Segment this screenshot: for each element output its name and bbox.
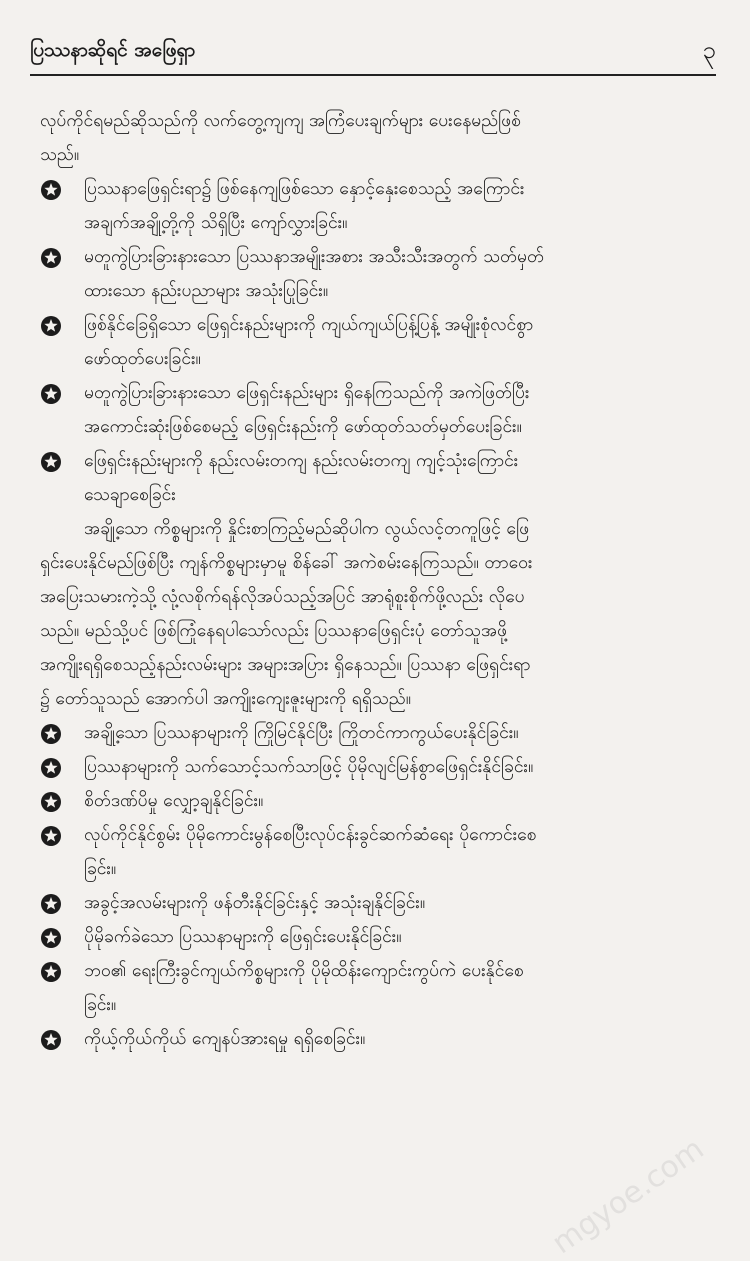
running-title: ပြဿနာဆိုရင် အဖြေရှာ [30, 39, 196, 61]
list-item [40, 886, 706, 920]
page-body [40, 104, 706, 1056]
list-item [40, 1022, 706, 1056]
list-item-text: အချက်အချို့တို့ကို သိရှိပြီး ကျော်လွှားခြင်း။ [84, 213, 348, 233]
star-in-circle-icon [40, 723, 62, 745]
list-item-text: စိတ်ဒဏ်ပိမှု လျှော့ချနိုင်ခြင်း။ [84, 791, 264, 811]
list-item [40, 240, 706, 308]
paragraph-line: သည်။ [40, 145, 80, 165]
list-item-text: ပိုမိုခက်ခဲသော ပြဿနာများကို ဖြေရှင်းပေးနိုင်ခြင်း။ [84, 927, 402, 947]
list-item [40, 376, 706, 444]
star-in-circle-icon [40, 757, 62, 779]
star-in-circle-icon [40, 451, 62, 473]
list-item [40, 784, 706, 818]
star-in-circle-icon [40, 1029, 62, 1051]
star-in-circle-icon [40, 961, 62, 983]
star-in-circle-icon [40, 315, 62, 337]
page-number: ၃ [702, 36, 716, 64]
list-item-text: ဖြေရှင်းနည်းများကို နည်းလမ်းတကျ နည်းလမ်းတကျ ကျင့်သုံးကြောင်း [84, 451, 519, 471]
list-item-text: ခြင်း။ [84, 859, 117, 879]
paragraph-line: အပြေးသမားကဲ့သို့ လုံ့လစိုက်ရန်လိုအပ်သည့်အပြင် အာရုံစူးစိုက်ဖို့လည်း လိုပေ [40, 587, 525, 607]
list-item-text: ပြဿနာများကို သက်သောင့်သက်သာဖြင့် ပိုမိုလျင်မြန်စွာဖြေရှင်းနိုင်ခြင်း။ [84, 757, 534, 777]
list-item-text: အကောင်းဆုံးဖြစ်စေမည့် ဖြေရှင်းနည်းကို ဖော်ထုတ်သတ်မှတ်ပေးခြင်း။ [84, 417, 522, 437]
list-item [40, 920, 706, 954]
list-item [40, 954, 706, 1022]
star-in-circle-icon [40, 383, 62, 405]
star-in-circle-icon [40, 247, 62, 269]
page-header [30, 34, 716, 76]
list-item-text: သေချာစေခြင်း [84, 485, 176, 505]
paragraph-line: ၌ တော်သူသည် အောက်ပါ အကျိုးကျေးဇူးများကို ရရှိသည်။ [40, 689, 412, 709]
list-item [40, 172, 706, 240]
star-in-circle-icon [40, 893, 62, 915]
star-in-circle-icon [40, 825, 62, 847]
list-item [40, 716, 706, 750]
paragraph-line: လုပ်ကိုင်ရမည်ဆိုသည်ကို လက်တွေ့ကျကျ အကြံပေးချက်များ ပေးနေမည်ဖြစ် [40, 111, 521, 131]
list-item-text: ခြင်း။ [84, 995, 117, 1015]
list-item-text: ဘဝ၏ ရေးကြီးခွင်ကျယ်ကိစ္စများကို ပိုမိုထိန်းကျောင်းကွပ်ကဲ ပေးနိုင်စေ [84, 961, 524, 981]
watermark: mgyoe.com [545, 1131, 710, 1261]
list-item-text: ဖော်ထုတ်ပေးခြင်း။ [84, 349, 201, 369]
list-item-text: မတူကွဲပြားခြားနားသော ပြဿနာအမျိုးအစား အသီးသီးအတွက် သတ်မှတ် [84, 247, 545, 267]
list-item [40, 444, 706, 512]
list-item-text: ထားသော နည်းပညာများ အသုံးပြုခြင်း။ [84, 281, 329, 301]
list-item-text: လုပ်ကိုင်နိုင်စွမ်း ပိုမိုကောင်းမွန်စေပြီးလုပ်ငန်းခွင်ဆက်ဆံရေး ပိုကောင်းစေ [84, 825, 537, 845]
list-item-text: ပြဿနာဖြေရှင်းရာ၌ ဖြစ်နေကျဖြစ်သော နှောင့်နှေးစေသည့် အကြောင်း [84, 179, 525, 199]
list-item-text: အခွင့်အလမ်းများကို ဖန်တီးနိုင်ခြင်းနှင့် အသုံးချနိုင်ခြင်း။ [84, 893, 426, 913]
list-item-text: ကိုယ့်ကိုယ်ကိုယ် ကျေနပ်အားရမှု ရရှိစေခြင်း။ [84, 1029, 366, 1049]
paragraph-line: အကျိုးရရှိစေသည့်နည်းလမ်းများ အများအပြား ရှိနေသည်။ ပြဿနာ ဖြေရှင်းရာ [40, 655, 531, 675]
star-in-circle-icon [40, 179, 62, 201]
star-in-circle-icon [40, 791, 62, 813]
list-item [40, 818, 706, 886]
star-in-circle-icon [40, 927, 62, 949]
list-item [40, 750, 706, 784]
list-item [40, 308, 706, 376]
paragraph-line: အချို့သော ကိစ္စများကို နှိုင်းစာကြည့်မည်ဆိုပါက လွယ်လင့်တကူဖြင့် ဖြေ [84, 519, 530, 539]
paragraph-line: သည်။ မည်သို့ပင် ဖြစ်ကြုံနေရပါသော်လည်း ပြဿနာဖြေရှင်းပုံ တော်သူအဖို့ [40, 621, 508, 641]
paragraph-line: ရှင်းပေးနိုင်မည်ဖြစ်ပြီး ကျန်ကိစ္စများမှာမူ စိန်ခေါ် အကဲစမ်းနေကြသည်။ တာဝေး [40, 553, 533, 573]
list-item-text: ဖြစ်နိုင်ခြေရှိသော ဖြေရှင်းနည်းများကို ကျယ်ကျယ်ပြန့်ပြန့် အမျိုးစုံလင်စွာ [84, 315, 534, 335]
list-item-text: အချို့သော ပြဿနာများကို ကြိုမြင်နိုင်ပြီး ကြိုတင်ကာကွယ်ပေးနိုင်ခြင်း။ [84, 723, 519, 743]
list-item-text: မတူကွဲပြားခြားနားသော ဖြေရှင်းနည်းများ ရှိနေကြသည်ကို အကဲဖြတ်ပြီး [84, 383, 530, 403]
